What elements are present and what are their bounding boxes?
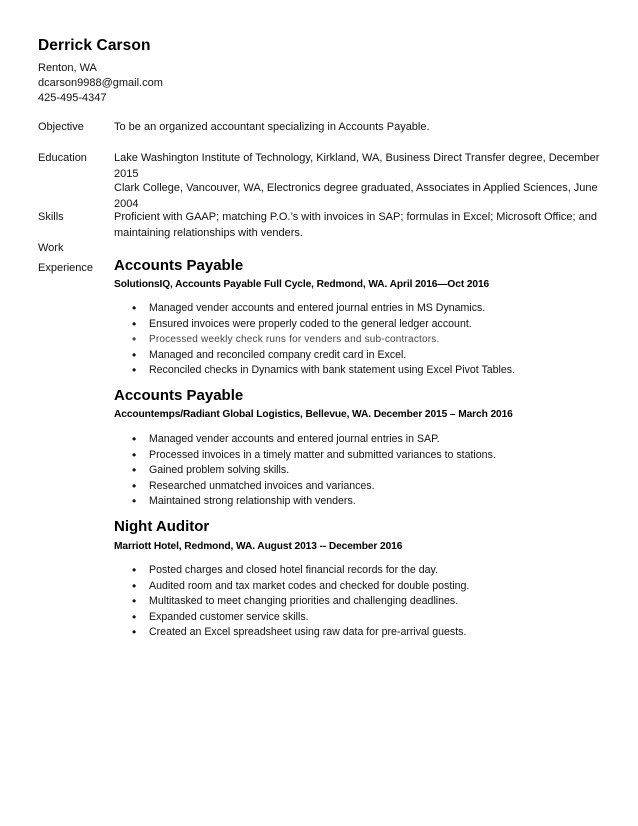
bullet-item: • Managed and reconciled company credit card in Excel. bbox=[131, 348, 611, 364]
job-subtitle: Marriott Hotel, Redmond, WA. August 2013 -- December 2016 bbox=[114, 541, 403, 552]
job-subtitle: SolutionsIQ, Accounts Payable Full Cycle, Redmond, WA. April 2016—Oct 2016 bbox=[114, 279, 490, 290]
objective-text: To be an organized accountant specializing in Accounts Payable. bbox=[114, 121, 430, 133]
bullet-item: • Multitasked to meet changing priorities and challenging deadlines. bbox=[131, 594, 611, 610]
job-bullet-list bbox=[131, 432, 611, 510]
phone: 425-495-4347 bbox=[38, 92, 107, 104]
education-label: Education bbox=[38, 152, 87, 164]
bullet-item: • Audited room and tax market codes and checked for double posting. bbox=[131, 579, 611, 595]
bullet-item: • Maintained strong relationship with venders. bbox=[131, 494, 611, 510]
bullet-item: • Created an Excel spreadsheet using raw data for pre-arrival guests. bbox=[131, 625, 611, 641]
bullet-item: • Reconciled checks in Dynamics with bank statement using Excel Pivot Tables. bbox=[131, 363, 611, 379]
bullet-item: • Researched unmatched invoices and variances. bbox=[131, 479, 611, 495]
education-entry: Lake Washington Institute of Technology, Kirkland, WA, Business Direct Transfer degree, December 2015 bbox=[114, 152, 600, 180]
bullet-item: • Processed invoices in a timely matter and submitted variances to stations. bbox=[131, 448, 611, 464]
education-entry: Clark College, Vancouver, WA, Electronics degree graduated, Associates in Applied Sciences, June 2004 bbox=[114, 182, 598, 210]
job-bullet-list bbox=[131, 563, 611, 641]
bullet-item: • Managed vender accounts and entered journal entries in MS Dynamics. bbox=[131, 301, 611, 317]
experience-label-line2: Experience bbox=[38, 262, 94, 274]
bullet-item: • Ensured invoices were properly coded to the general ledger account. bbox=[131, 317, 611, 333]
email: dcarson9988@gmail.com bbox=[38, 77, 163, 89]
candidate-name: Derrick Carson bbox=[38, 37, 151, 54]
location: Renton, WA bbox=[38, 62, 97, 74]
job-title: Accounts Payable bbox=[114, 257, 244, 274]
bullet-item: • Expanded customer service skills. bbox=[131, 610, 611, 626]
job-title: Accounts Payable bbox=[114, 387, 244, 404]
bullet-item: • Posted charges and closed hotel financial records for the day. bbox=[131, 563, 611, 579]
objective-label: Objective bbox=[38, 121, 84, 133]
job-subtitle: Accountemps/Radiant Global Logistics, Bellevue, WA. December 2015 – March 2016 bbox=[114, 409, 513, 420]
bullet-item: • Processed weekly check runs for venders and sub-contractors. bbox=[131, 332, 611, 348]
bullet-item: • Gained problem solving skills. bbox=[131, 463, 611, 479]
job-bullet-list bbox=[131, 301, 611, 379]
skills-label: Skills bbox=[38, 211, 64, 223]
bullet-item: • Managed vender accounts and entered journal entries in SAP. bbox=[131, 432, 611, 448]
skills-text: Proficient with GAAP; matching P.O.’s with invoices in SAP; formulas in Excel; Microsoft Office; and maintaining relationships with venders. bbox=[114, 211, 597, 239]
experience-label-line1: Work bbox=[38, 242, 64, 254]
job-title: Night Auditor bbox=[114, 518, 210, 535]
